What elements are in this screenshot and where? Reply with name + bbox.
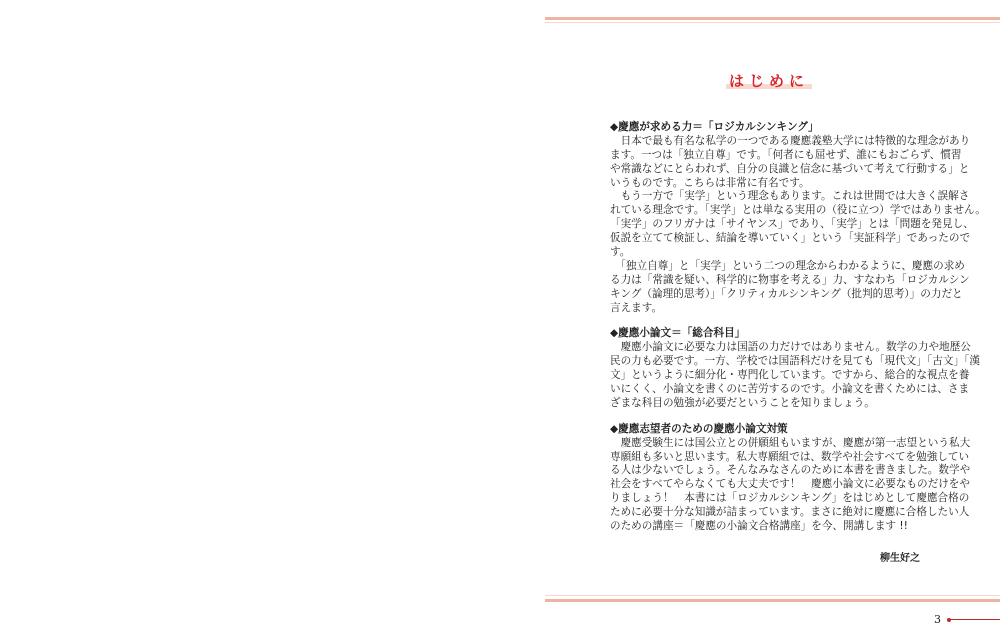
text-line: る人は少ないでしょう。そんなみなさんのために本書を書きました。数学や — [610, 464, 971, 477]
page-title: はじめに — [728, 72, 809, 90]
text-line: す。 — [610, 246, 631, 259]
text-line: 日本で最も有名な私学の一つである慶應義塾大学には特徴的な理念があり — [610, 134, 971, 147]
footer-rule — [545, 599, 1000, 602]
text-line: ざまな科目の勉強が必要だということを知りましょう。 — [610, 396, 875, 409]
page-number: 3 — [934, 613, 941, 626]
body-text — [610, 121, 986, 534]
author-signature: 柳生好之 — [880, 553, 920, 564]
footer-rule-thin — [545, 595, 1000, 596]
text-line: 仮説を立てて検証し、結論を導いていく」という「実証科学」であったので — [610, 232, 971, 245]
text-line: りましょう！ 本書には「ロジカルシンキング」をはじめとして慶應合格の — [610, 492, 970, 505]
text-line: や常識などにとらわれず、自分の良識と信念に基づいて考えて行動する」と — [610, 162, 970, 175]
text-line: 慶應小論文に必要な力は国語の力だけではありません。数学の力や地歴公 — [610, 341, 971, 354]
text-line: キング（論理的思考）」「クリティカルシンキング（批判的思考）」の力だと — [610, 287, 963, 300]
section-gap — [610, 315, 930, 327]
text-line: のための講座＝「慶應の小論文合格講座」を今、開講します !! — [610, 520, 908, 533]
section-heading: ◆慶應志望者のための慶應小論文対策 — [610, 422, 788, 435]
text-line: 「実学」のフリガナは「サイヤンス」であり、「実学」とは「問題を発見し、 — [610, 218, 974, 231]
header-rule — [545, 17, 1000, 20]
text-line: ために必要十分な知識が詰まっています。まさに絶対に慶應に合格したい人 — [610, 506, 970, 519]
text-line: れている理念です。「実学」とは単なる実用の（役に立つ）学ではありません。 — [610, 204, 986, 217]
section-gap — [610, 411, 930, 423]
text-line: もう一方で「実学」という理念もあります。これは世間では大きく誤解さ — [610, 190, 970, 203]
text-line: いにくく、小論文を書くのに苦労するのです。小論文を書くためには、さま — [610, 383, 970, 396]
text-line: 民の力も必要です。一方、学校では国語科だけを見ても「現代文」「古文」「漢 — [610, 355, 980, 368]
text-line: 社会をすべてやらなくても大丈夫です！ 慶應小論文に必要なものだけをや — [610, 478, 970, 491]
text-line: 言えます。 — [610, 301, 663, 314]
section-heading: ◆慶應小論文＝「総合科目」 — [610, 327, 746, 340]
section-heading: ◆慶應が求める力＝「ロジカルシンキング」 — [610, 121, 819, 133]
text-line: 「独立自尊」と「実学」という二つの理念からわかるように、慶應の求め — [610, 259, 965, 272]
header-rule-thin — [545, 22, 1000, 23]
text-line: 慶應受験生には国公立との併願組もいますが、慶應が第一志望という私大 — [610, 436, 971, 449]
text-line: 専願組も多いと思います。私大専願組では、数学や社会すべてを勉強してい — [610, 450, 970, 463]
text-line: ます。一つは「独立自尊」です。「何者にも屈せず、誰にもおごらず、慣習 — [610, 148, 962, 161]
text-line: 文」というように細分化・専門化しています。ですから、総合的な視点を養 — [610, 369, 970, 382]
text-line: る力は「常識を疑い、科学的に物事を考える」力、すなわち「ロジカルシン — [610, 273, 970, 286]
text-line: いうものです。こちらは非常に有名です。 — [610, 176, 810, 189]
page-number-line — [950, 619, 1000, 620]
